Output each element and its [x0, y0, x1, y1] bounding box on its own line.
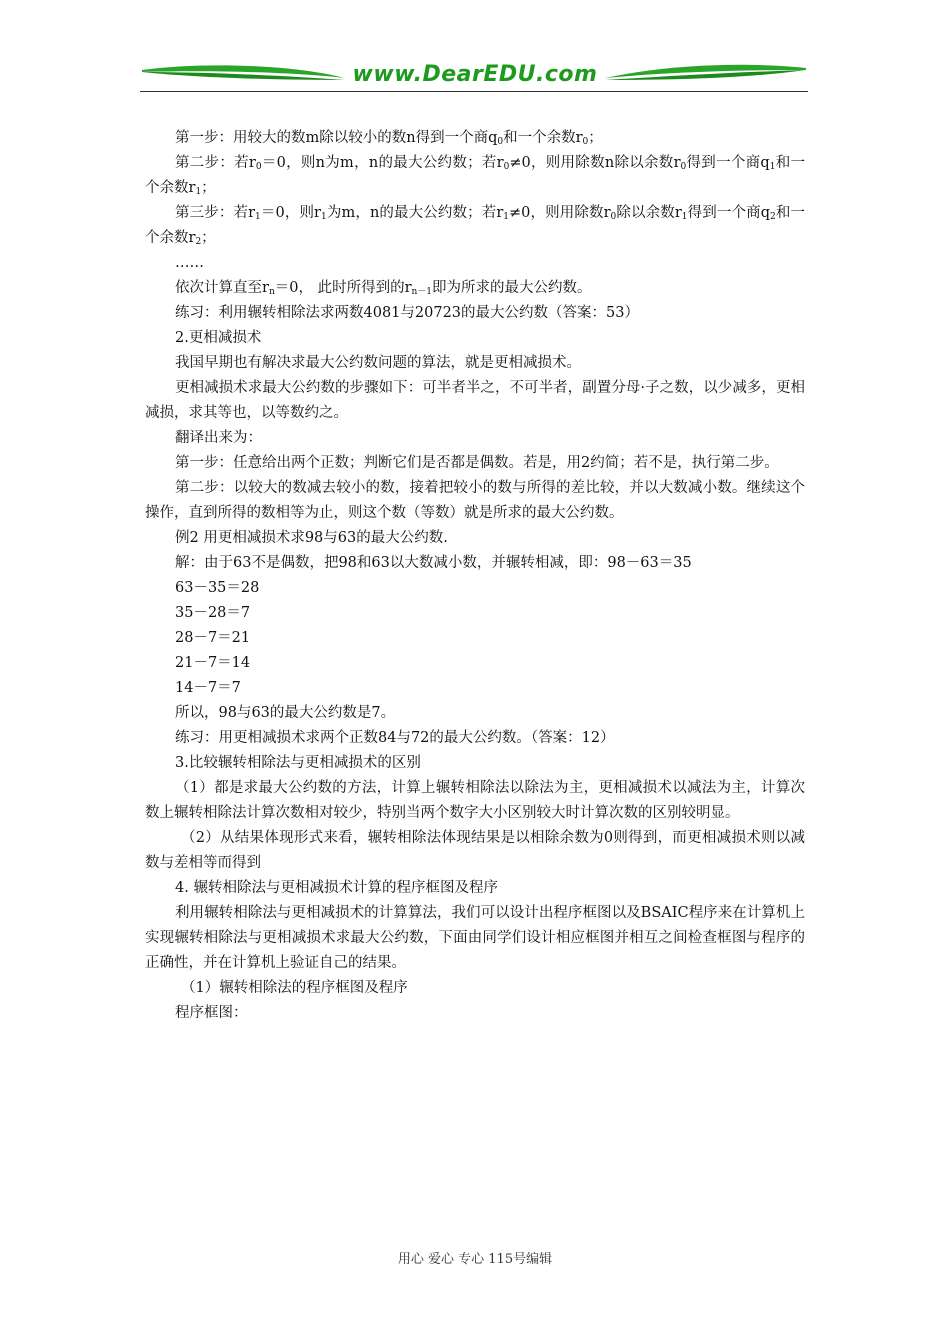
example-2: 例2 用更相减损术求98与63的最大公约数. — [175, 530, 448, 546]
step-2: 第二步：若$r_0=0$，则n为m，n的最大公约数；若$r_0\ne 0$，则用除数n除以余数$r_0$得到一个商$q_1$和一个余数$r_1$； — [145, 155, 805, 197]
paragraph-method: 更相减损术求最大公约数的步骤如下：可半者半之，不可半者，副置分母·子之数，以少减多，更相减损，求其等也，以等数约之。 — [145, 380, 805, 421]
subsection-heading: （1）辗转相除法的程序框图及程序 — [181, 980, 408, 996]
calc-line: 21－7＝14 — [175, 655, 251, 671]
calc-line: 14－7＝7 — [175, 680, 241, 696]
step-3: 第三步：若$r_1=0$，则$r_1$为m，n的最大公约数；若$r_1\ne 0$，则用除数$r_0$除以余数$r_1$得到一个商$q_2$和一个余数$r_2$； — [145, 205, 805, 247]
section-heading-2: 2.更相减损术 — [175, 330, 262, 346]
solution: 解：由于63不是偶数，把98和63以大数减小数，并辗转相减，即：98－63＝35 — [175, 555, 692, 571]
comparison-2: （2）从结果体现形式来看，辗转相除法体现结果是以相除余数为0则得到，而更相减损术则以减数与差相等而得到 — [145, 830, 805, 871]
conclusion: 所以，98与63的最大公约数是7。 — [175, 705, 396, 721]
exercise-2: 练习：用更相减损术求两个正数84与72的最大公约数。（答案：12） — [175, 730, 615, 746]
calc-line: 35－28＝7 — [175, 605, 251, 621]
step-1: 第一步：用较大的数m除以较小的数n得到一个商$q_0$和一个余数$r_0$； — [175, 130, 603, 147]
calc-line: 28－7＝21 — [175, 630, 251, 646]
site-name: www.DearEDU.com — [352, 62, 598, 87]
paragraph-translation: 翻译出来为： — [175, 430, 262, 446]
comparison-1: （1）都是求最大公约数的方法，计算上辗转相除法以除法为主，更相减损术以减法为主，计算次数上辗转相除法计算次数相对较少，特别当两个数字大小区别较大时计算次数的区别较明显。 — [145, 780, 805, 821]
flowchart-label: 程序框图： — [175, 1005, 248, 1021]
page-header — [140, 58, 808, 98]
final-step: 依次计算直至$r_n=0$， 此时所得到的$r_{n-1}$即为所求的最大公约数。 — [175, 280, 592, 297]
section-heading-4: 4. 辗转相除法与更相减损术计算的程序框图及程序 — [175, 880, 498, 896]
document-body — [145, 126, 805, 1026]
translation-step-1: 第一步：任意给出两个正数；判断它们是否都是偶数。若是，用2约简；若不是，执行第二步。 — [175, 455, 779, 471]
exercise-1: 练习：利用辗转相除法求两数4081与20723的最大公约数（答案：53） — [175, 305, 639, 321]
section-heading-3: 3.比较辗转相除法与更相减损术的区别 — [175, 755, 421, 771]
ellipsis: …… — [175, 255, 204, 271]
paragraph-usage: 利用辗转相除法与更相减损术的计算算法，我们可以设计出程序框图以及BSAIC程序来在计算机上实现辗转相除法与更相减损术求最大公约数，下面由同学们设计相应框图并相互之间检查框图与程序的正确性，并在计算机上验证自己的结果。 — [145, 905, 805, 971]
header-rule — [140, 91, 808, 92]
calc-line: 63－35＝28 — [175, 580, 260, 596]
page-footer: 用心 爱心 专心 115号编辑 — [397, 1252, 553, 1267]
translation-step-2: 第二步：以较大的数减去较小的数，接着把较小的数与所得的差比较，并以大数减小数。继续这个操作，直到所得的数相等为止，则这个数（等数）就是所求的最大公约数。 — [145, 480, 805, 521]
paragraph-intro: 我国早期也有解决求最大公约数问题的算法，就是更相减损术。 — [175, 355, 581, 371]
